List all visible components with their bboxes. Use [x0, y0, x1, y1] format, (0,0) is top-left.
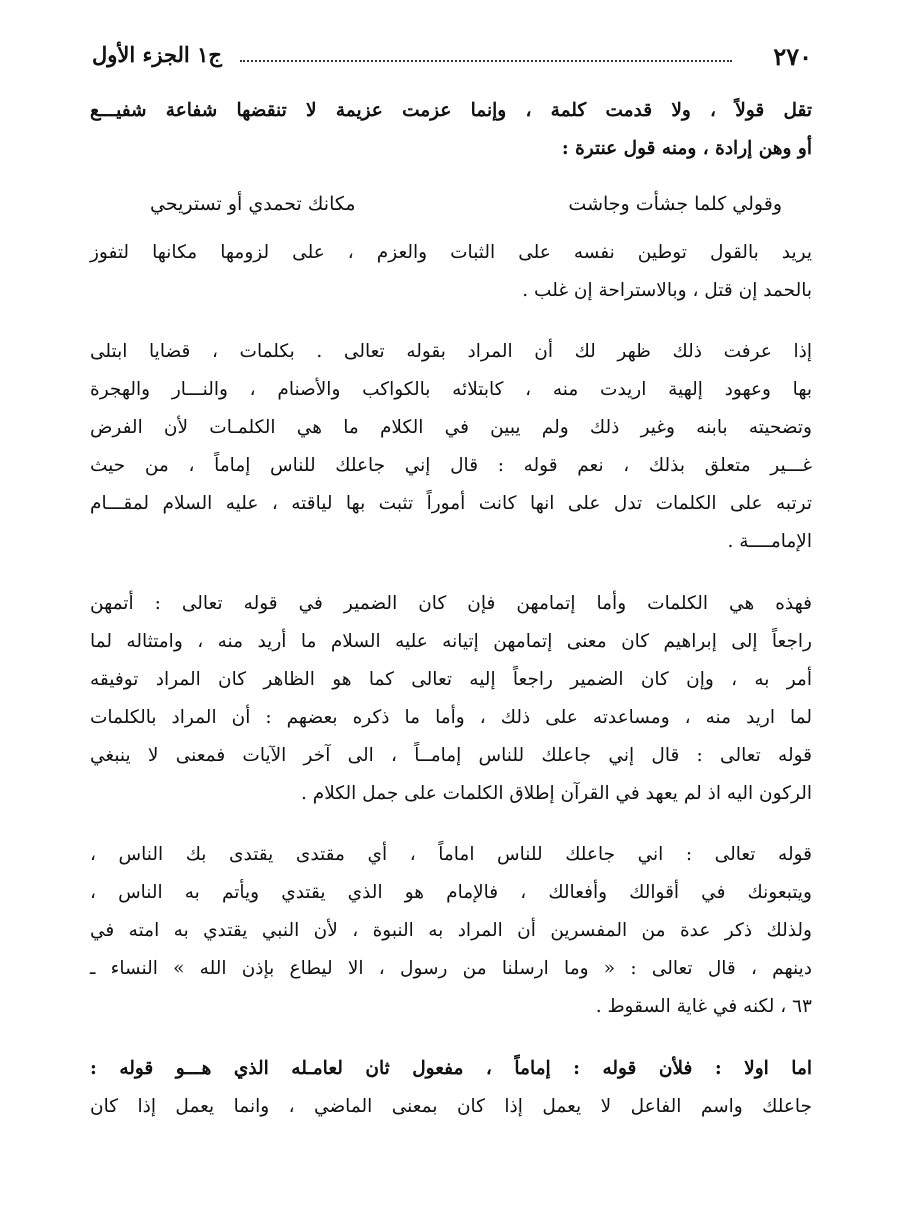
text-line: ويتبعونك في أقوالك وأفعالك ، فالإمام هو الذي يقتدي ويأتم به الناس ، [90, 882, 812, 903]
text-line: قوله تعالى : اني جاعلك للناس اماماً ، أي مقتدى يقتدى بك الناس ، [90, 844, 812, 865]
text-line: راجعاً إلى إبراهيم كان معنى إتمامهن إتيانه عليه السلام ما أريد منه ، وامتثاله لما [90, 631, 812, 652]
text-line: الركون اليه اذ لم يعهد في القرآن إطلاق الكلمات على جمل الكلام . [301, 783, 812, 804]
poetry-verse [150, 186, 782, 222]
verse-hemistich-first: وقولي كلما جشأت وجاشت [568, 193, 782, 215]
book-page [90, 38, 812, 1168]
text-line: ترتبه على الكلمات تدل على انها كانت أموراً تثبت بها لياقته ، عليه السلام لمقـــام [90, 493, 812, 514]
text-line: وتضحيته بابنه وغير ذلك ولم يبين في الكلام ما هي الكلمـات لأن الفرض [90, 417, 812, 438]
verse-hemistich-second: مكانك تحمدي أو تستريحي [150, 193, 356, 215]
text-line: غـــير متعلق بذلك ، نعم قوله : قال إني جاعلك للناس إماماً ، من حيث [90, 455, 812, 476]
text-line: تقل قولاً ، ولا قدمت كلمة ، وإنما عزمت عزيمة لا تنقضها شفاعة شفيـــع [90, 100, 812, 121]
text-line: دينهم ، قال تعالى : « وما ارسلنا من رسول ، الا ليطاع بإذن الله » النساء ـ [90, 958, 812, 979]
text-line: لما اريد منه ، ومساعدته على ذلك ، وأما ما ذكره بعضهم : أن المراد بالكلمات [90, 707, 812, 728]
text-line: جاعلك واسم الفاعل لا يعمل إذا كان بمعنى الماضي ، وانما يعمل إذا كان [90, 1096, 812, 1117]
text-line: قوله تعالى : قال إني جاعلك للناس إمامــاً ، الى آخر الآيات فمعنى لا ينبغي [90, 745, 812, 766]
text-line: فهذه هي الكلمات وأما إتمامهن فإن كان الضمير في قوله تعالى : أتمهن [90, 593, 812, 614]
text-line: إذا عرفت ذلك ظهر لك أن المراد بقوله تعالى . بكلمات ، قضايا ابتلى [90, 341, 812, 362]
text-line: أو وهن إرادة ، ومنه قول عنترة : [561, 138, 812, 159]
text-line: يريد بالقول توطين نفسه على الثبات والعزم ، على لزومها مكانها لتفوز [90, 242, 812, 263]
page-header [90, 38, 812, 78]
page-number: ٢٧٠ [773, 42, 812, 71]
header-dotted-leader [240, 60, 732, 62]
text-line: أمر به ، وإن كان الضمير راجعاً إليه تعالى كما هو الظاهر كان المراد توفيقه [90, 669, 812, 690]
text-line: ولذلك ذكر عدة من المفسرين أن المراد به النبوة ، لأن النبي يقتدي به امته في [90, 920, 812, 941]
text-line: الإمامــــة . [727, 531, 812, 552]
text-line: بها وعهود إلهية اريدت منه ، كابتلائه بالكواكب والأصنام ، والنـــار والهجرة [90, 379, 812, 400]
text-line: بالحمد إن قتل ، وبالاستراحة إن غلب . [522, 280, 812, 301]
running-title: ج١ الجزء الأول [92, 42, 222, 67]
text-line: ٦٣ ، لكنه في غاية السقوط . [595, 996, 812, 1017]
text-line: اما اولا : فلأن قوله : إماماً ، مفعول ثان لعامـله الذي هـــو قوله : [90, 1058, 812, 1079]
